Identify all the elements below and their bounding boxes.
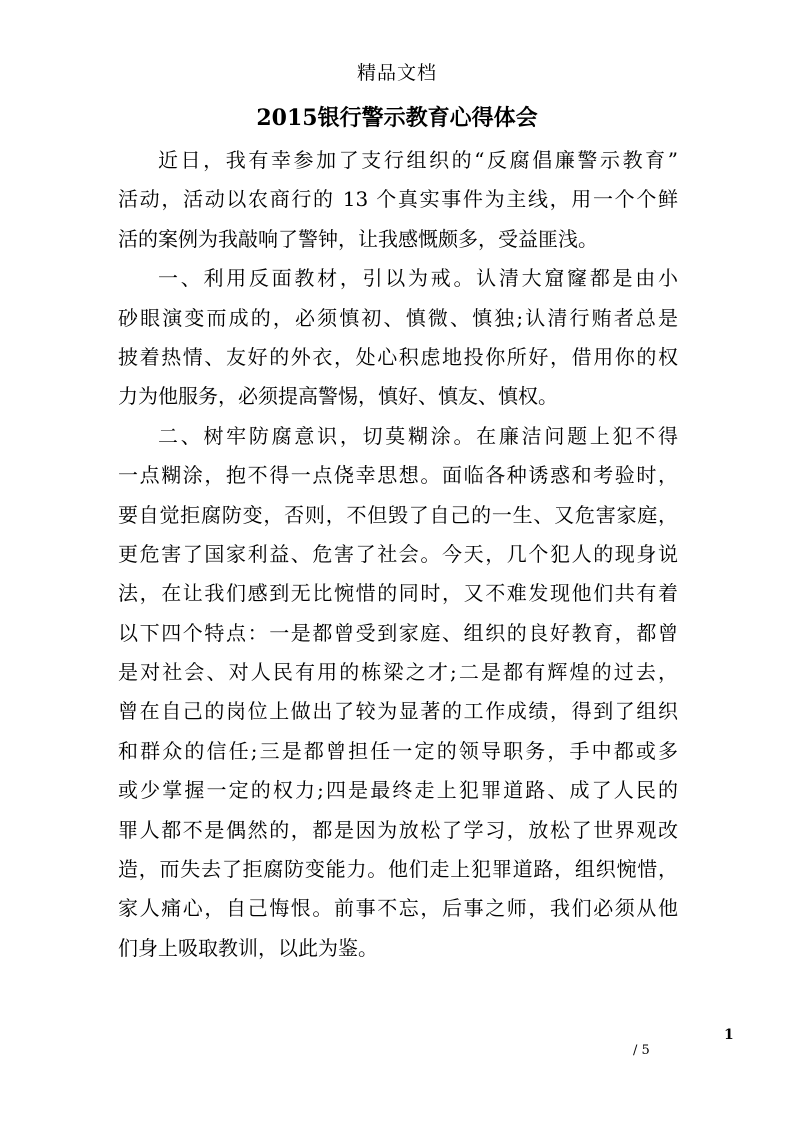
paragraph-line: 或少掌握一定的权力;四是最终走上犯罪道路、成了人民的 bbox=[118, 778, 678, 803]
page-total: / 5 bbox=[633, 1043, 650, 1058]
paragraph-line: 是对社会、对人民有用的栋梁之才;二是都有辉煌的过去， bbox=[118, 660, 678, 685]
paragraph-line: 造，而失去了拒腐防变能力。他们走上犯罪道路，组织惋惜， bbox=[118, 857, 678, 882]
paragraph-line: 一点糊涂，抱不得一点侥幸思想。面临各种诱惑和考验时， bbox=[118, 463, 678, 488]
paragraph-line: 近日，我有幸参加了支行组织的“反腐倡廉警示教育” bbox=[158, 148, 678, 172]
paragraph-line: 家人痛心，自己悔恨。前事不忘，后事之师，我们必须从他 bbox=[118, 896, 678, 921]
paragraph-line: 砂眼演变而成的，必须慎初、慎微、慎独;认清行贿者总是 bbox=[118, 305, 678, 330]
paragraph-line: 要自觉拒腐防变，否则，不但毁了自己的一生、又危害家庭， bbox=[118, 502, 678, 527]
paragraph-line: 力为他服务，必须提高警惕，慎好、慎友、慎权。 bbox=[118, 384, 558, 409]
paragraph-line: 披着热情、友好的外衣，处心积虑地投你所好，借用你的权 bbox=[118, 344, 678, 369]
page-number: 1 bbox=[724, 1027, 734, 1043]
paragraph-line: 们身上吸取教训，以此为鉴。 bbox=[118, 935, 378, 960]
paragraph-line: 法，在让我们感到无比惋惜的同时，又不难发现他们共有着 bbox=[118, 581, 678, 606]
paragraph-2 bbox=[118, 259, 678, 417]
paragraph-line: 曾在自己的岗位上做出了较为显著的工作成绩，得到了组织 bbox=[118, 699, 678, 724]
paragraph-line: 活动，活动以农商行的 13 个真实事件为主线，用一个个鲜 bbox=[118, 187, 678, 212]
document-body bbox=[118, 141, 678, 968]
paragraph-3 bbox=[118, 417, 678, 968]
paragraph-line: 活的案例为我敲响了警钟，让我感慨颇多，受益匪浅。 bbox=[118, 226, 598, 251]
paragraph-line: 二、树牢防腐意识，切莫糊涂。在廉洁问题上犯不得 bbox=[158, 423, 678, 448]
paragraph-1 bbox=[118, 141, 678, 259]
paragraph-line: 以下四个特点：一是都曾受到家庭、组织的良好教育，都曾 bbox=[118, 620, 678, 645]
document-header: 精品文档 bbox=[356, 62, 437, 84]
paragraph-line: 一、利用反面教材，引以为戒。认清大窟窿都是由小 bbox=[158, 266, 678, 291]
paragraph-line: 和群众的信任;三是都曾担任一定的领导职务，手中都或多 bbox=[118, 738, 678, 763]
document-title: 2015银行警示教育心得体会 bbox=[256, 105, 538, 131]
paragraph-line: 罪人都不是偶然的，都是因为放松了学习，放松了世界观改 bbox=[118, 817, 678, 842]
paragraph-line: 更危害了国家利益、危害了社会。今天，几个犯人的现身说 bbox=[118, 541, 678, 566]
